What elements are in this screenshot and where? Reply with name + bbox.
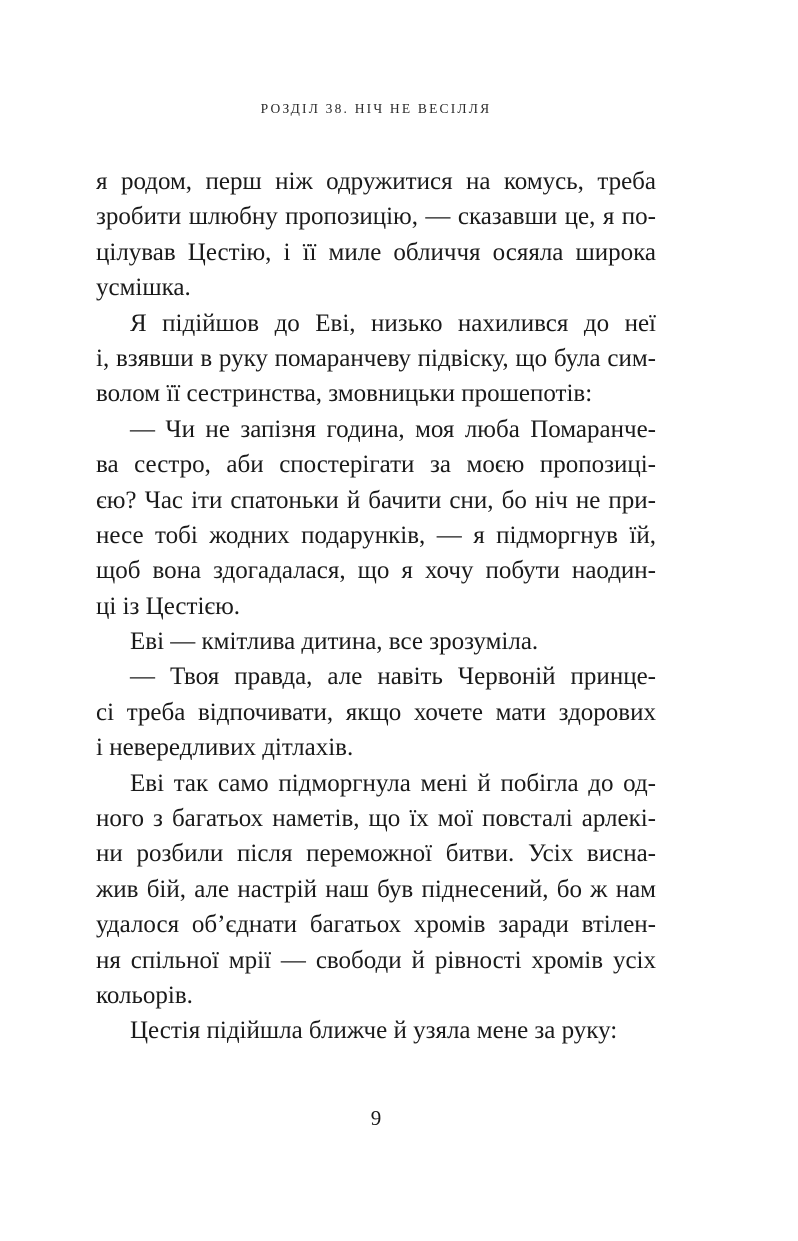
text-line: несе тобі жодних подарунків, — я підморгнув їй, (96, 521, 656, 549)
paragraph-first-line: Еві так само підморгнула мені й побігла до од- (130, 769, 656, 797)
text-line: і, взявши в руку помаранчеву підвіску, що була сим- (96, 344, 656, 372)
page-body-text (96, 164, 656, 1049)
text-line: удалося об’єднати багатьох хромів заради втілен- (96, 911, 656, 939)
text-line: волом її сестринства, змовницьки прошепотів: (96, 380, 593, 408)
text-line: зробити шлюбну пропозицію, — сказавши це, я по- (96, 203, 656, 231)
text-line: сі треба відпочивати, якщо хочете мати здорових (96, 698, 656, 726)
paragraph-first-line: Я підійшов до Еві, низько нахилився до неї (130, 309, 656, 337)
paragraph-first-line: Еві — кмітлива дитина, все зрозуміла. (130, 628, 539, 656)
paragraph-first-line: — Твоя правда, але навіть Червоній принце- (130, 663, 656, 691)
text-line: щоб вона здогадалася, що я хочу побути наодин- (96, 557, 656, 585)
text-line: я родом, перш ніж одружитися на комусь, треба (96, 168, 656, 195)
text-line: кольорів. (96, 981, 193, 1009)
text-line: усмішка. (96, 274, 191, 302)
text-line: цілував Цестію, і її миле обличчя осяяла широка (96, 238, 656, 266)
text-line: жив бій, але настрій наш був піднесений, бо ж нам (96, 875, 656, 903)
text-line: ці із Цестією. (96, 592, 241, 620)
text-line: ня спільної мрії — свободи й рівності хромів усіх (96, 946, 656, 974)
text-line: ного з багатьох наметів, що їх мої повсталі арлекі- (96, 805, 656, 833)
text-line: ни розбили після переможної битви. Усіх висна- (96, 840, 656, 868)
paragraph-first-line: Цестія підійшла ближче й узяла мене за руку: (130, 1017, 618, 1045)
page-number: 9 (370, 1106, 382, 1130)
text-line: і невередливих дітлахів. (96, 734, 354, 762)
text-line: єю? Час іти спатоньки й бачити сни, бо ніч не при- (96, 486, 656, 514)
running-header: РОЗДІЛ 38. НІЧ НЕ ВЕСІЛЛЯ (260, 101, 492, 116)
text-line: ва сестро, аби спостерігати за моєю пропозиці- (96, 451, 656, 479)
paragraph-first-line: — Чи не запізня година, моя люба Помаранче- (130, 415, 656, 443)
